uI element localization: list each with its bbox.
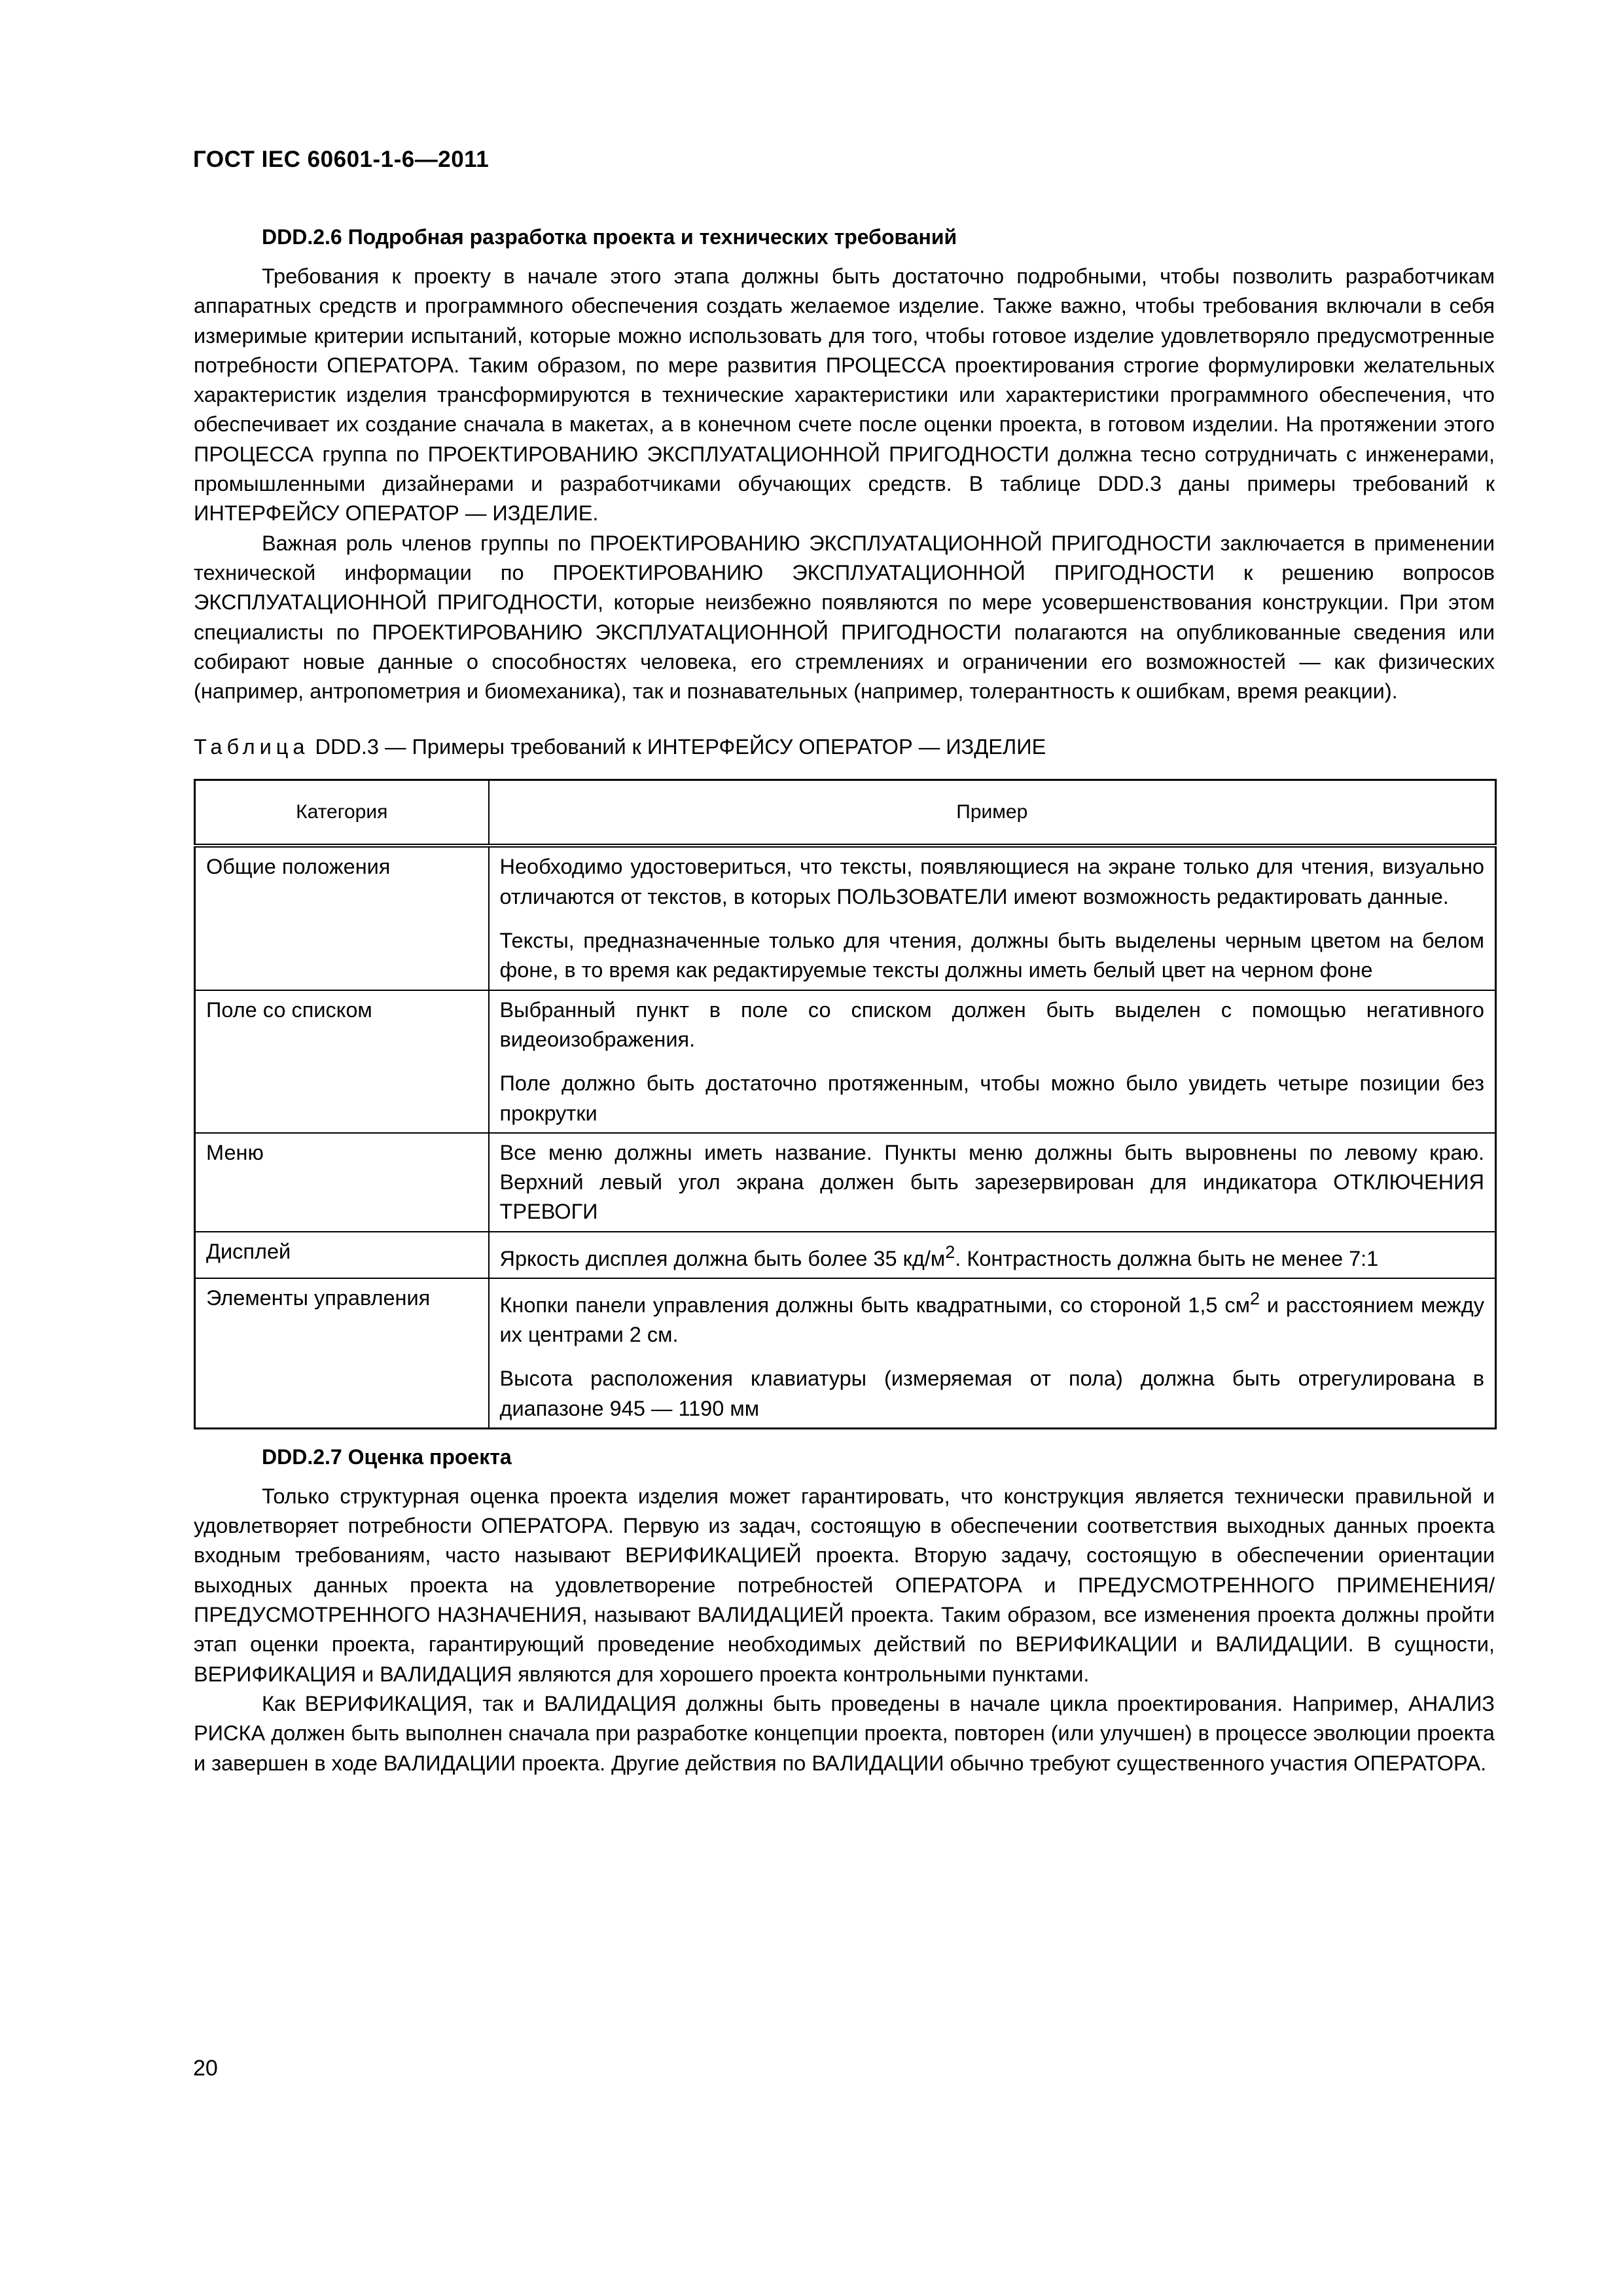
table-row	[195, 846, 1496, 990]
example-cell	[489, 1232, 1496, 1278]
table-caption-text: DDD.3 — Примеры требований к ИНТЕРФЕЙСУ ОПЕРАТОР — ИЗДЕЛИЕ	[309, 735, 1046, 759]
category-cell: Элементы управления	[195, 1278, 489, 1429]
example-text: Необходимо удостовериться, что тексты, появляющиеся на экране только для чтения, визуально отличаются от текстов, в которых ПОЛЬЗОВАТЕЛИ имеют возможность редактировать данные.	[499, 855, 1484, 908]
example-cell	[489, 1278, 1496, 1429]
example-text	[500, 1237, 1485, 1274]
example-text-part: и расстоянием между их центрами 2 см.	[499, 1293, 1485, 1346]
example-text	[500, 1283, 1485, 1350]
example-text: Выбранный пункт в поле со списком должен быть выделен с помощью негативного видеоизображения.	[499, 997, 1484, 1051]
example-cell	[489, 1133, 1496, 1232]
table-row	[195, 1133, 1496, 1232]
superscript: 2	[1249, 1287, 1260, 1308]
paragraph: Только структурная оценка проекта изделия может гарантировать, что конструкция является технически правильной и удовлетворяет потребности ОПЕРАТОРА. Первую из задач, состоящую в обеспечении соответствия выходных данных проекта входным требованиям, часто называют ВЕРИФИКАЦИЕЙ проекта. Вторую задачу, состоящую в обеспечении ориентации выходных данных проекта на удовлетворение потребностей ОПЕРАТОРА и ПРЕДУСМОТРЕННОГО ПРИМЕНЕНИЯ/ПРЕДУСМОТРЕННОГО НАЗНАЧЕНИЯ, называют ВАЛИДАЦИЕЙ проекта. Таким образом, все изменения проекта должны пройти этап оценки проекта, гарантирующий проведение необходимых действий по ВЕРИФИКАЦИИ и ВАЛИДАЦИИ. В сущности, ВЕРИФИКАЦИЯ и ВАЛИДАЦИЯ являются для хорошего проекта контрольными пунктами.	[194, 1484, 1495, 1686]
paragraph: Требования к проекту в начале этого этапа должны быть достаточно подробными, чтобы позволить разработчикам аппаратных средств и программного обеспечения создать желаемое изделие. Также важно, чтобы требования включали в себя измеримые критерии испытаний, которые можно использовать для того, чтобы готовое изделие удовлетворяло предусмотренные потребности ОПЕРАТОРА. Таким образом, по мере развития ПРОЦЕССА проектирования строгие формулировки желательных характеристик изделия трансформируются в технические характеристики или характеристики программного обеспечения, что обеспечивает их создание сначала в макетах, а в конечном счете после оценки проекта, в готовом изделии. На протяжении этого ПРОЦЕССА группа по ПРОЕКТИРОВАНИЮ ЭКСПЛУАТАЦИОННОЙ ПРИГОДНОСТИ должна тесно сотрудничать с инженерами, промышленными дизайнерами и разработчиками обучающих средств. В таблице DDD.3 даны примеры требований к ИНТЕРФЕЙСУ ОПЕРАТОР — ИЗДЕЛИЕ.	[194, 264, 1495, 526]
example-text: Тексты, предназначенные только для чтения, должны быть выделены черным цветом на белом фоне, в то время как редактируемые тексты должны иметь белый цвет на черном фоне	[499, 929, 1484, 982]
page-content	[194, 223, 1495, 1778]
example-cell	[489, 846, 1496, 990]
superscript: 2	[945, 1241, 955, 1262]
example-text-part: Яркость дисплея должна быть более 35 кд/м	[499, 1246, 946, 1270]
table-row	[195, 990, 1496, 1133]
paragraph: Важная роль членов группы по ПРОЕКТИРОВАНИЮ ЭКСПЛУАТАЦИОННОЙ ПРИГОДНОСТИ заключается в применении технической информации по ПРОЕКТИРОВАНИЮ ЭКСПЛУАТАЦИОННОЙ ПРИГОДНОСТИ к решению вопросов ЭКСПЛУАТАЦИОННОЙ ПРИГОДНОСТИ, которые неизбежно появляются по мере усовершенствования конструкции. При этом специалисты по ПРОЕКТИРОВАНИЮ ЭКСПЛУАТАЦИОННОЙ ПРИГОДНОСТИ полагаются на опубликованные сведения или собирают новые данные о способностях человека, его стремлениях и ограничении его возможностей — как физических (например, антропометрия и биомеханика), так и познавательных (например, толерантность к ошибкам, время реакции).	[194, 531, 1495, 704]
example-text-part: Кнопки панели управления должны быть квадратными, со стороной 1,5 см	[499, 1293, 1250, 1317]
table-caption	[194, 732, 1495, 761]
section-heading-ddd-2-6: DDD.2.6 Подробная разработка проекта и технических требований	[262, 225, 957, 249]
category-cell: Дисплей	[195, 1232, 489, 1278]
column-header-example: Пример	[489, 780, 1496, 846]
category-cell: Общие положения	[195, 846, 489, 990]
example-text-part: . Контрастность должна быть не менее 7:1	[955, 1246, 1379, 1270]
table-row	[195, 1278, 1496, 1429]
column-header-category: Категория	[195, 780, 489, 846]
example-text: Все меню должны иметь название. Пункты меню должны быть выровнены по левому краю. Верхний левый угол экрана должен быть зарезервирован для индикатора ОТКЛЮЧЕНИЯ ТРЕВОГИ	[499, 1140, 1484, 1224]
table-caption-prefix: Таблица	[194, 735, 310, 759]
category-cell: Поле со списком	[195, 990, 489, 1133]
example-cell	[489, 990, 1496, 1133]
page-number: 20	[193, 2056, 218, 2081]
section-heading-ddd-2-7: DDD.2.7 Оценка проекта	[262, 1444, 512, 1469]
example-text: Высота расположения клавиатуры (измеряемая от пола) должна быть отрегулирована в диапазоне 945 — 1190 мм	[499, 1367, 1484, 1420]
category-cell: Меню	[195, 1133, 489, 1232]
paragraph: Как ВЕРИФИКАЦИЯ, так и ВАЛИДАЦИЯ должны быть проведены в начале цикла проектирования. Например, АНАЛИЗ РИСКА должен быть выполнен сначала при разработке концепции проекта, повторен (или улучшен) в процессе эволюции проекта и завершен в ходе ВАЛИДАЦИИ проекта. Другие действия по ВАЛИДАЦИИ обычно требуют существенного участия ОПЕРАТОРА.	[194, 1691, 1495, 1775]
requirements-table	[194, 779, 1497, 1429]
standard-code: ГОСТ IEC 60601-1-6—2011	[193, 147, 490, 172]
example-text: Поле должно быть достаточно протяженным, чтобы можно было увидеть четыре позиции без прокрутки	[499, 1071, 1484, 1125]
table-row	[195, 1232, 1496, 1278]
table-header-row	[195, 780, 1496, 846]
